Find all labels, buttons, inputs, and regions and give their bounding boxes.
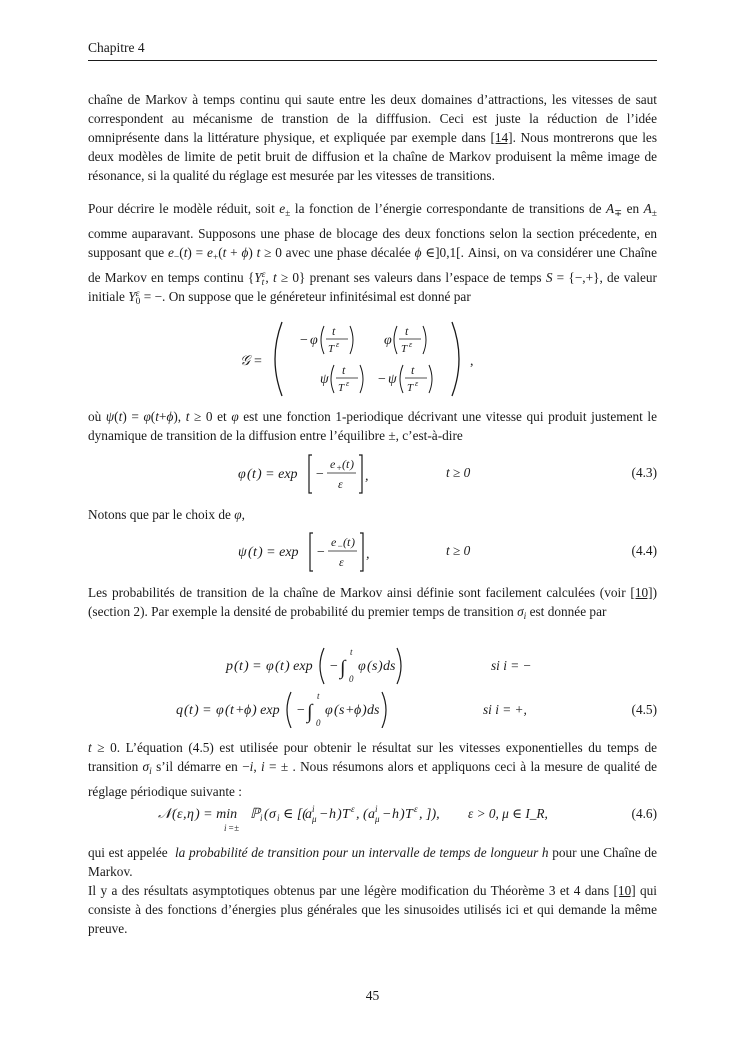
- svg-text:−: −: [382, 807, 392, 822]
- equation-4-3-number: (4.3): [631, 465, 657, 480]
- svg-text:,: ,: [470, 354, 474, 369]
- svg-text:): ): [378, 659, 383, 674]
- equation-4-4-formula: [238, 529, 388, 575]
- svg-text:i: i: [375, 804, 378, 814]
- svg-text:) =: ) =: [244, 659, 262, 674]
- svg-text:ε: ε: [351, 804, 355, 814]
- svg-text:t: t: [239, 659, 243, 674]
- svg-text:ε: ε: [414, 804, 418, 814]
- svg-text:ϕ: ϕ: [244, 703, 252, 718]
- svg-text:i: i: [224, 823, 227, 833]
- citation-link-10b[interactable]: [10]: [613, 883, 636, 898]
- equation-4-6-number: (4.6): [631, 806, 657, 821]
- svg-text:∫: ∫: [307, 701, 313, 723]
- svg-text:∫: ∫: [340, 657, 346, 679]
- equation-4-4-condition: t ≥ 0: [446, 543, 471, 558]
- svg-text:(: (: [342, 457, 346, 471]
- svg-text:h: h: [392, 807, 399, 822]
- svg-text:(: (: [247, 467, 252, 482]
- svg-text:) exp: ) exp: [252, 703, 280, 718]
- svg-text:0: 0: [316, 718, 321, 728]
- svg-text:e: e: [330, 457, 336, 471]
- svg-text:=: =: [254, 354, 262, 369]
- svg-text:𝒩: 𝒩: [158, 807, 172, 822]
- svg-text:φ: φ: [384, 333, 392, 348]
- svg-text:) = min: ) = min: [195, 807, 238, 822]
- svg-text:σ: σ: [269, 807, 276, 822]
- equation-4-6-formula: [158, 800, 458, 836]
- generator-matrix: [240, 318, 500, 400]
- svg-text:,: ,: [366, 547, 370, 562]
- svg-text:(: (: [334, 703, 339, 718]
- svg-text:ds: ds: [383, 659, 396, 674]
- paragraph-6: t ≥ 0. L’équation (4.5) est utilisée pour obtenir le résultat sur les vitesses exponentielles du temps de transition $\sigma_i$ s’il démarre en −i, i = ± . Nous résumons alors et appliquons ceci à la mesure de qualité de réglage périodique suivante :: [88, 740, 658, 799]
- svg-text:T: T: [405, 807, 413, 822]
- svg-text:i: i: [260, 813, 263, 823]
- header-rule: [88, 60, 657, 61]
- equation-4-4: [88, 529, 657, 575]
- svg-text:ε: ε: [338, 477, 343, 491]
- svg-text:,: ,: [183, 807, 187, 822]
- svg-text:(: (: [172, 807, 177, 822]
- svg-text:φ: φ: [358, 659, 366, 674]
- svg-text:) = exp: ) = exp: [258, 545, 299, 560]
- svg-text:−: −: [315, 467, 325, 482]
- svg-text:φ: φ: [216, 703, 224, 718]
- svg-text:): ): [337, 807, 342, 822]
- svg-text:φ: φ: [325, 703, 333, 718]
- equation-4-6-condition: ε > 0, μ ∈ I_R,: [468, 806, 548, 821]
- svg-text:(: (: [275, 659, 280, 674]
- svg-text:i: i: [277, 813, 280, 823]
- svg-text:0: 0: [349, 674, 354, 684]
- citation-link-10[interactable]: [10]: [630, 585, 653, 600]
- paragraph-4: Notons que par le choix de φ,: [88, 507, 245, 522]
- equation-4-5-formula: [174, 644, 434, 728]
- svg-text:s: s: [339, 703, 345, 718]
- svg-text:): ): [362, 703, 367, 718]
- svg-text:t: t: [347, 535, 351, 549]
- svg-text:ε: ε: [177, 807, 183, 822]
- equation-4-5-number: (4.5): [631, 702, 657, 717]
- svg-text:e: e: [331, 535, 337, 549]
- equation-4-3-formula: [238, 451, 388, 497]
- paragraph-7: qui est appelée la probabilité de transition pour un intervalle de temps de longueur h pour une Chaîne de Markov.: [88, 845, 657, 879]
- svg-text:T: T: [338, 382, 345, 394]
- equation-4-6: [88, 800, 657, 836]
- svg-text:ε: ε: [339, 555, 344, 569]
- svg-text:): ): [350, 457, 354, 471]
- svg-text:h: h: [329, 807, 336, 822]
- equation-4-5-condition-plus: si i = +,: [483, 702, 527, 717]
- svg-text:T: T: [407, 382, 414, 394]
- svg-text:−: −: [329, 659, 339, 674]
- svg-text:=±: =±: [228, 823, 240, 833]
- svg-text:(: (: [367, 659, 372, 674]
- svg-text:ε: ε: [336, 340, 340, 349]
- svg-text:): ): [351, 535, 355, 549]
- svg-text:ε: ε: [415, 379, 419, 388]
- paragraph-5: Les probabilités de transition de la chaîne de Markov ainsi définie sont facilement calculées (voir [10]) (section 2). Par exemple la densité de probabilité du premier temps de transition $\sigma_i$ est donnée par: [88, 585, 657, 622]
- svg-text:a: a: [305, 807, 312, 822]
- svg-text:i: i: [312, 804, 315, 814]
- svg-text:μ: μ: [375, 814, 380, 824]
- svg-text:p: p: [226, 659, 233, 674]
- svg-text:t: t: [252, 467, 256, 482]
- svg-text:(: (: [225, 703, 230, 718]
- paragraph-8: Il y a des résultats asymptotiques obtenus par une légère modification du Théorème 3 et 4 dans [10] qui consiste à des fonctions d’énergies plus générales que les sinusoides utilisés ici et qui demande la même preuve.: [88, 883, 657, 936]
- svg-text:t: t: [230, 703, 234, 718]
- svg-text:t: t: [405, 324, 409, 338]
- citation-link-14[interactable]: [14]: [490, 130, 513, 145]
- svg-text:ds: ds: [367, 703, 380, 718]
- svg-text:) =: ) =: [194, 703, 212, 718]
- svg-text:t: t: [189, 703, 193, 718]
- svg-text:(: (: [184, 703, 189, 718]
- svg-text:∈ [(: ∈ [(: [283, 807, 307, 822]
- svg-text:a: a: [368, 807, 375, 822]
- svg-text:(: (: [264, 807, 269, 822]
- svg-text:T: T: [401, 343, 408, 355]
- svg-text:−: −: [378, 372, 386, 387]
- svg-text:t: t: [280, 659, 284, 674]
- svg-text:): ): [400, 807, 405, 822]
- svg-text:ℙ: ℙ: [250, 807, 260, 822]
- equation-4-5-condition-minus: si i = −: [491, 658, 532, 673]
- svg-text:t: t: [346, 457, 350, 471]
- running-header: Chapitre 4: [88, 40, 145, 55]
- svg-text:−: −: [296, 703, 306, 718]
- svg-text:t: t: [317, 691, 320, 701]
- equation-4-3-condition: t ≥ 0: [446, 465, 471, 480]
- svg-text:q: q: [176, 703, 183, 718]
- svg-text:−: −: [337, 541, 344, 551]
- svg-text:,: ,: [365, 469, 369, 484]
- svg-text:T: T: [342, 807, 350, 822]
- svg-text:t: t: [342, 363, 346, 377]
- svg-text:μ: μ: [312, 814, 317, 824]
- svg-text:ϕ: ϕ: [354, 703, 362, 718]
- svg-text:+: +: [235, 703, 245, 718]
- svg-text:η: η: [187, 807, 194, 822]
- svg-text:ψ: ψ: [320, 372, 329, 387]
- paragraph-2: Pour décrire le modèle réduit, soit $e_\pm$ la fonction de l’énergie correspondante de transitions de $A_\mp$ en $A_\pm$ comme auparavant. Supposons une phase de blocage des deux fonctions selon la section précedente, en supposant que $e_-(t) = e_+(t + \phi) t \ge 0$ avec une phase décalée ϕ ∈]0,1[. Ainsi, on va considérer une Chaîne de Markov en temps continu {Yε t, t ≥ 0} prenant ses valeurs dans l’espace de temps S = {−,+}, de valeur initiale Yε 0 = −. On suppose que le généreteur infinitésimal est donné par: [88, 201, 657, 307]
- svg-text:t: t: [332, 324, 336, 338]
- svg-text:𝒢: 𝒢: [240, 353, 250, 369]
- svg-text:ε: ε: [409, 340, 413, 349]
- svg-text:t: t: [411, 363, 415, 377]
- svg-text:T: T: [328, 343, 335, 355]
- svg-text:, (: , (: [356, 807, 368, 822]
- equation-4-3: [88, 451, 657, 497]
- svg-text:ψ: ψ: [238, 545, 247, 560]
- svg-text:ε: ε: [346, 379, 350, 388]
- svg-text:) = exp: ) = exp: [257, 467, 298, 482]
- svg-text:−: −: [316, 545, 326, 560]
- svg-text:−: −: [300, 333, 308, 348]
- svg-text:, ]),: , ]),: [419, 807, 440, 822]
- svg-text:+: +: [345, 703, 355, 718]
- svg-text:−: −: [319, 807, 329, 822]
- equation-4-5: [88, 644, 657, 728]
- svg-text:(: (: [234, 659, 239, 674]
- definition-term: la probabilité de transition pour un intervalle de temps de longueur h: [174, 845, 549, 860]
- page-number: 45: [365, 988, 380, 1003]
- svg-text:(: (: [343, 535, 347, 549]
- paragraph-1: chaîne de Markov à temps continu qui saute entre les deux domaines d’attractions, les vitesses de saut correspondent au mécanisme de transtion de la difffusion. Ceci est juste la réduction de l’idée omniprésente dans la littérature physique, et expliquée par exemple dans [14]. Nous montrerons que les deux modèles de limite de petit bruit de diffusion et la chaîne de Markov produisent la même image de résonance, si la qualité du réglage est mesurée par les vitesses de transitions.: [88, 92, 657, 183]
- svg-text:φ: φ: [266, 659, 274, 674]
- svg-text:t: t: [350, 647, 353, 657]
- svg-text:+: +: [336, 463, 343, 473]
- svg-text:ψ: ψ: [388, 372, 397, 387]
- svg-text:t: t: [253, 545, 257, 560]
- equation-4-4-number: (4.4): [631, 543, 657, 558]
- svg-text:s: s: [372, 659, 378, 674]
- svg-text:φ: φ: [238, 467, 246, 482]
- paragraph-3: où ψ(t) = φ(t+ϕ), t ≥ 0 et φ est une fonction 1-periodique décrivant une vitesse qui produit justement le dynamique de transition de la diffusion entre l’équilibre ±, c’est-à-dire: [88, 409, 658, 443]
- svg-text:φ: φ: [310, 333, 318, 348]
- svg-text:) exp: ) exp: [285, 659, 313, 674]
- svg-text:(: (: [248, 545, 253, 560]
